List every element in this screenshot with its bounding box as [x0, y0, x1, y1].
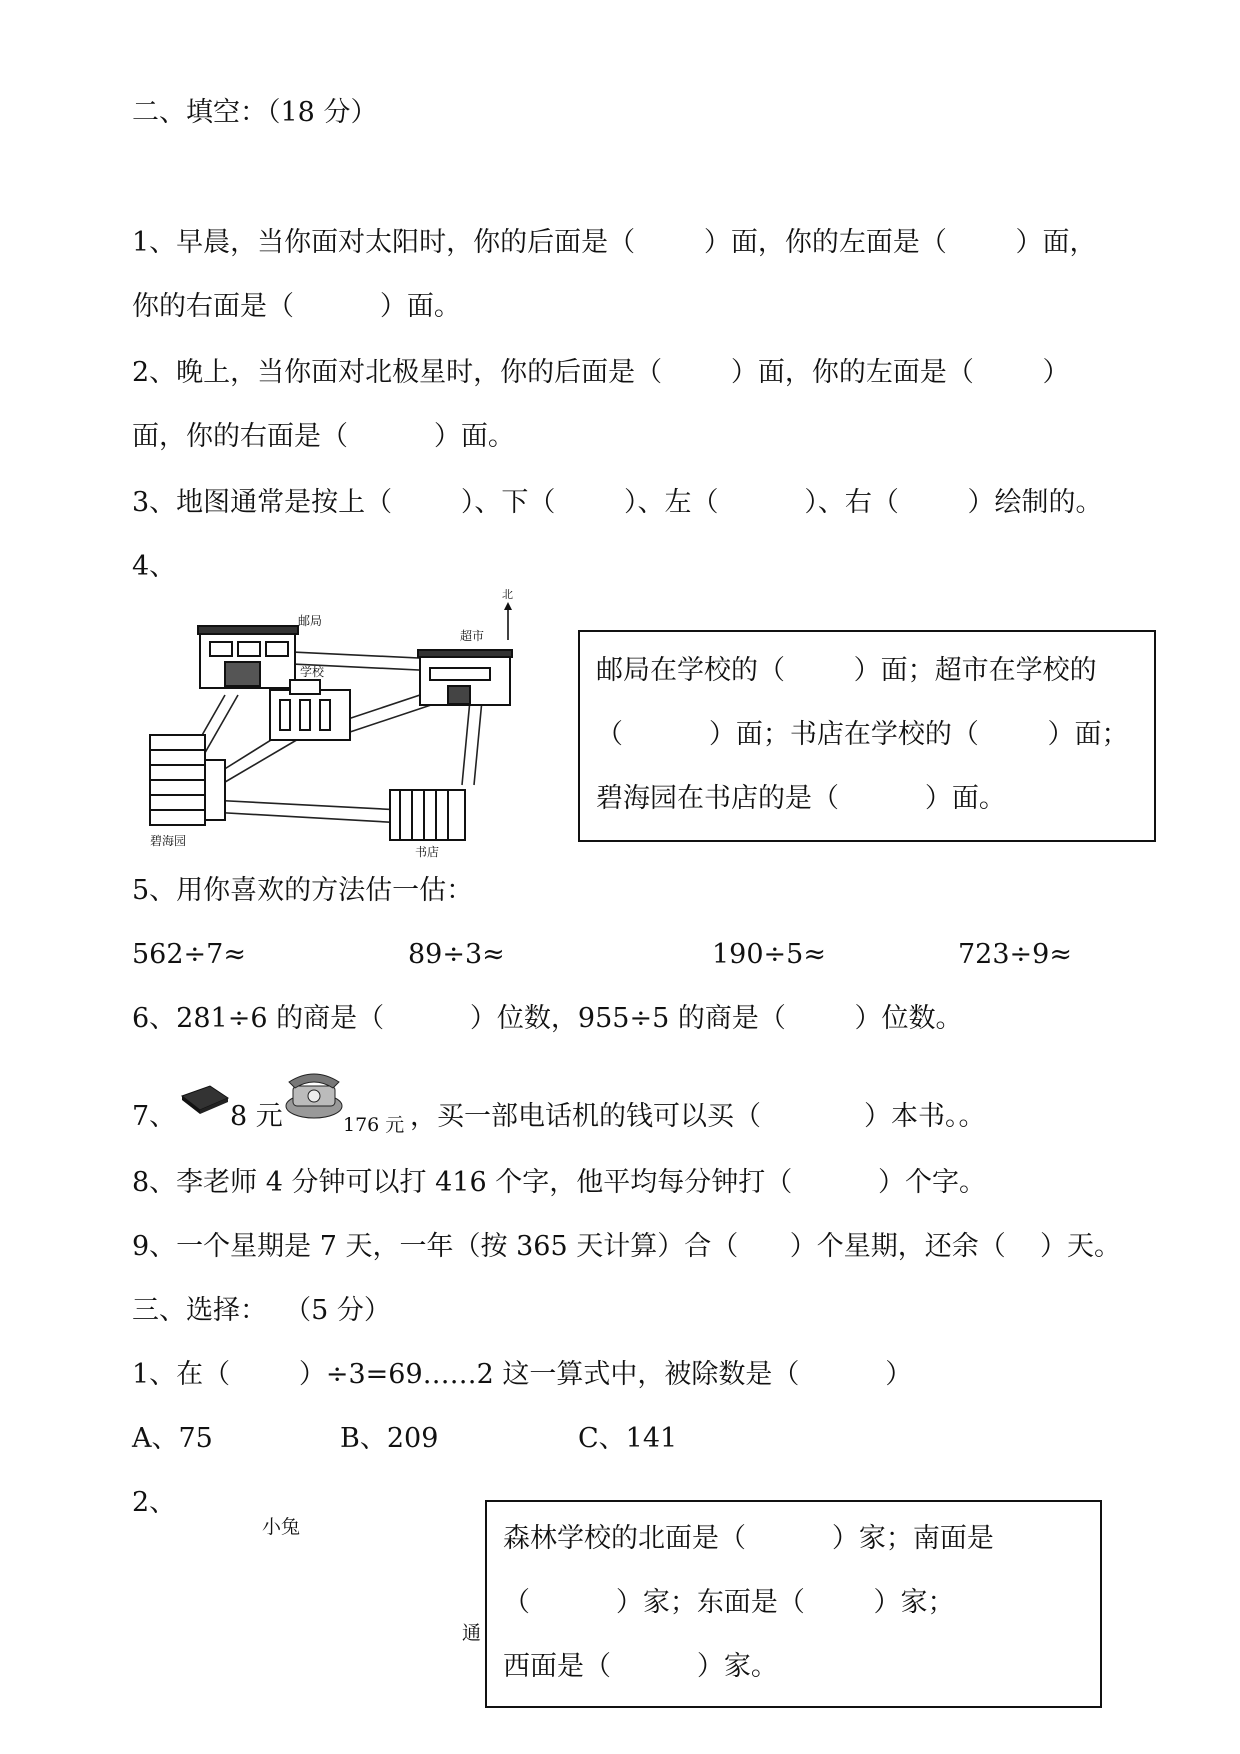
q5-line1: 5、用你喜欢的方法估一估： — [132, 875, 474, 906]
q5-item-4: 723÷9≈ — [958, 939, 1072, 970]
map-label-school: 学校 — [300, 665, 325, 679]
s3q2-side-label: 通 — [462, 1622, 482, 1644]
q3-line1: 3、地图通常是按上（ ）、下（ ）、左（ ）、右（ ）绘制的。 — [132, 487, 1103, 518]
s3q2-rabbit-label: 小兔 — [262, 1516, 301, 1538]
q2-line2: 面，你的右面是（ ）面。 — [132, 421, 515, 452]
s3q2-box-line2: （ ）家；东面是（ ）家； — [503, 1587, 955, 1618]
q8-line1: 8、李老师 4 分钟可以打 416 个字，他平均每分钟打（ ）个字。 — [132, 1167, 987, 1198]
map-label-bookstore: 书店 — [415, 845, 440, 859]
q1-line2: 你的右面是（ ）面。 — [132, 291, 461, 322]
q4-box-line3: 碧海园在书店的是（ ）面。 — [596, 783, 1006, 814]
school-building — [270, 680, 350, 740]
map-label-supermarket: 超市 — [460, 629, 485, 643]
map-label-bishuiyuan: 碧海园 — [150, 834, 187, 848]
s3q2-label: 2、 — [132, 1487, 177, 1518]
q4-box-line1: 邮局在学校的（ ）面；超市在学校的 — [596, 655, 1097, 686]
s3q1-option-b: B、209 — [340, 1423, 439, 1454]
book-icon — [180, 1082, 230, 1116]
post-office-building — [198, 626, 298, 688]
q6-line1: 6、281÷6 的商是（ ）位数，955÷5 的商是（ ）位数。 — [132, 1003, 963, 1034]
q9-line1: 9、一个星期是 7 天，一年（按 365 天计算）合（ ）个星期，还余（ ）天。 — [132, 1231, 1122, 1262]
s3q2-box-line1: 森林学校的北面是（ ）家；南面是 — [503, 1523, 994, 1554]
q5-item-1: 562÷7≈ — [132, 939, 246, 970]
s3q1-option-a: A、75 — [132, 1423, 213, 1454]
s3q2-answer-box — [485, 1500, 1102, 1708]
map-label-post: 邮局 — [298, 614, 323, 628]
telephone-icon — [283, 1068, 345, 1122]
s3q2-box-line3: 西面是（ ）家。 — [503, 1651, 778, 1682]
q4-label: 4、 — [132, 551, 177, 582]
q1-line1: 1、早晨，当你面对太阳时，你的后面是（ ）面，你的左面是（ ）面， — [132, 227, 1097, 258]
q4-map-figure — [130, 588, 570, 860]
q7-rest: ，买一部电话机的钱可以买（ ）本书。。 — [410, 1101, 986, 1132]
section3-title: 三、选择： （5 分） — [132, 1295, 391, 1326]
q4-answer-box — [578, 630, 1156, 842]
q5-item-2: 89÷3≈ — [408, 939, 505, 970]
s3q1-line1: 1、在（ ）÷3=69……2 这一算式中，被除数是（ ） — [132, 1359, 913, 1390]
q7-book-price: 8 元 — [230, 1101, 283, 1132]
supermarket-building — [418, 650, 512, 705]
q7-phone-price: 176 元 — [343, 1114, 405, 1136]
q4-box-line2: （ ）面；书店在学校的（ ）面； — [596, 719, 1129, 750]
s3q1-option-c: C、141 — [578, 1423, 678, 1454]
q5-item-3: 190÷5≈ — [712, 939, 826, 970]
q7-prefix: 7、 — [132, 1101, 177, 1132]
map-label-north: 北 — [502, 588, 513, 601]
bookstore-building — [390, 790, 465, 840]
section2-title: 二、填空：（18 分） — [132, 97, 378, 128]
q2-line1: 2、晚上，当你面对北极星时，你的后面是（ ）面，你的左面是（ ） — [132, 357, 1070, 388]
bishuiyuan-building — [150, 735, 225, 825]
